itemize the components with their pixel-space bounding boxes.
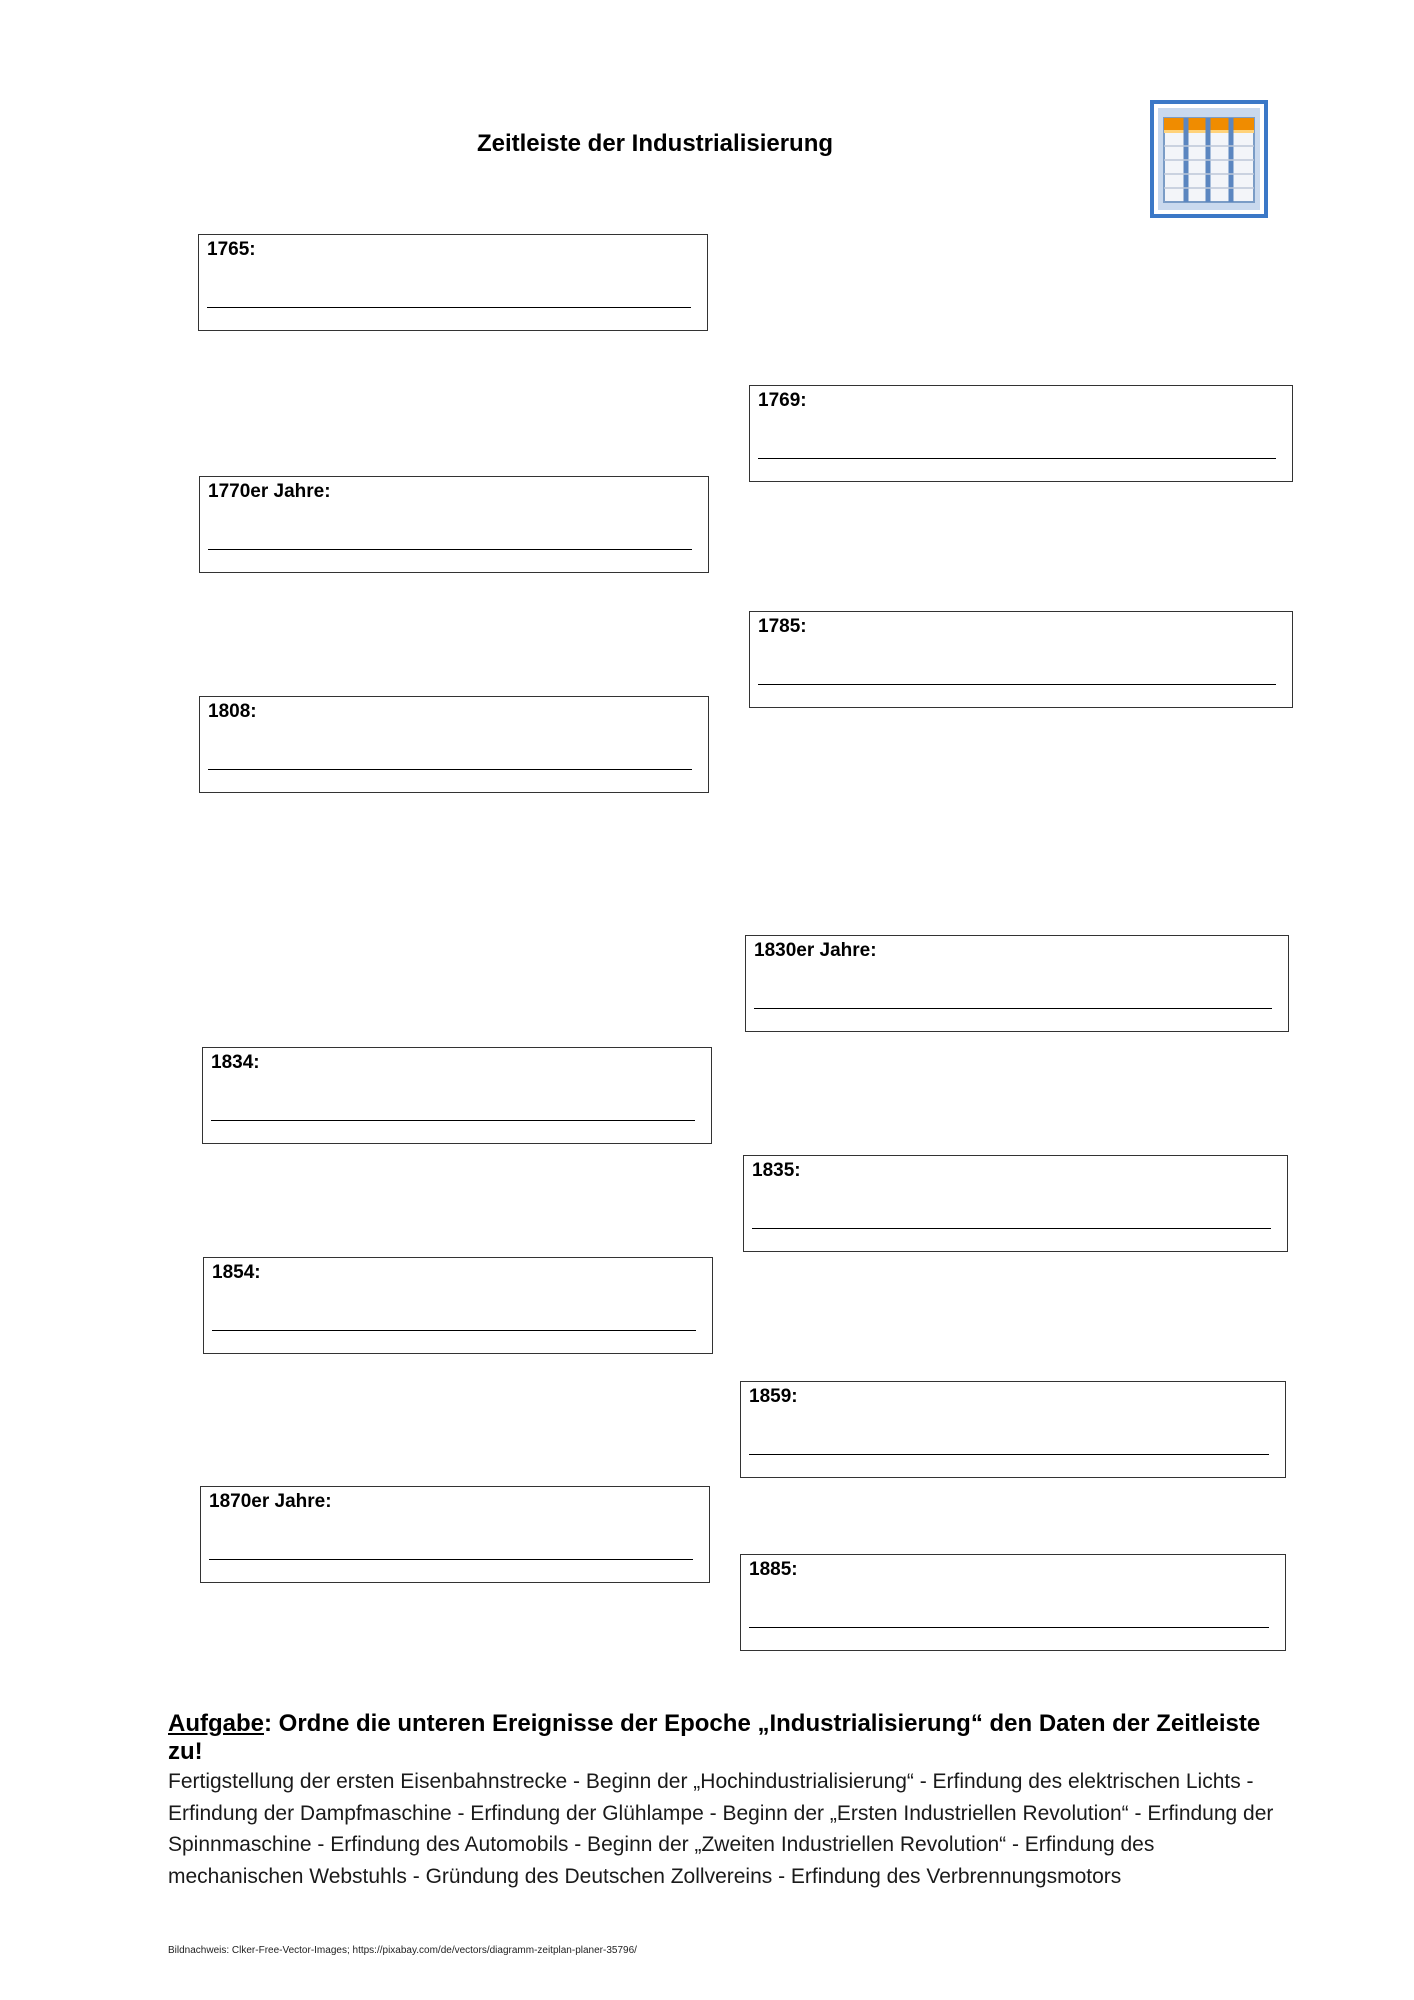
timeline-date: 1770er Jahre:: [208, 481, 331, 502]
table-icon: [1150, 100, 1268, 218]
task-label: Aufgabe: [168, 1710, 264, 1737]
answer-line[interactable]: [212, 1330, 696, 1331]
event-list: Fertigstellung der ersten Eisenbahnstrecke - Beginn der „Hochindustrialisierung“ - Erfindung des elektrischen Lichts - Erfindung der Dampfmaschine - Erfindung der Glühlampe - Beginn der „Ersten Industriellen Revolution“ - Erfindung der Spinnmaschine - Erfindung des Automobils - Beginn der „Zweiten Industriellen Revolution“ - Erfindung des mechanischen Webstuhls - Gründung des Deutschen Zollvereins - Erfindung des Verbrennungsmotors: [168, 1770, 1274, 1888]
timeline-box-1834: [202, 1047, 712, 1144]
timeline-date: 1765:: [207, 239, 256, 260]
timeline-box-1785: [749, 611, 1293, 708]
page-title: Zeitleiste der Industrialisierung: [476, 130, 834, 157]
timeline-date: 1830er Jahre:: [754, 940, 877, 961]
answer-line[interactable]: [208, 549, 692, 550]
image-credit: Bildnachweis: Clker-Free-Vector-Images; https://pixabay.com/de/vectors/diagramm-zeitplan-planer-35796/: [168, 1945, 637, 1956]
timeline-date: 1785:: [758, 616, 807, 637]
timeline-date: 1859:: [749, 1386, 798, 1407]
timeline-box-1885: [740, 1554, 1286, 1651]
timeline-box-1830er-jahre: [745, 935, 1289, 1032]
task-heading: [168, 1710, 1288, 1766]
timeline-box-1769: [749, 385, 1293, 482]
timeline-box-1854: [203, 1257, 713, 1354]
timeline-box-1765: [198, 234, 708, 331]
answer-line[interactable]: [752, 1228, 1271, 1229]
timeline-date: 1885:: [749, 1559, 798, 1580]
timeline-date: 1854:: [212, 1262, 261, 1283]
timeline-box-1835: [743, 1155, 1288, 1252]
answer-line[interactable]: [758, 458, 1276, 459]
timeline-date: 1835:: [752, 1160, 801, 1181]
answer-line[interactable]: [209, 1559, 693, 1560]
timeline-box-1859: [740, 1381, 1286, 1478]
timeline-box-1870er-jahre: [200, 1486, 710, 1583]
timeline-date: 1769:: [758, 390, 807, 411]
answer-line[interactable]: [749, 1454, 1269, 1455]
task-instruction: : Ordne die unteren Ereignisse der Epoche „Industrialisierung“ den Daten der Zeitleiste zu!: [168, 1710, 1261, 1765]
answer-line[interactable]: [211, 1120, 695, 1121]
answer-line[interactable]: [758, 684, 1276, 685]
answer-line[interactable]: [749, 1627, 1269, 1628]
timeline-box-1770er-jahre: [199, 476, 709, 573]
timeline-date: 1808:: [208, 701, 257, 722]
timeline-date: 1870er Jahre:: [209, 1491, 332, 1512]
answer-line[interactable]: [754, 1008, 1272, 1009]
timeline-date: 1834:: [211, 1052, 260, 1073]
answer-line[interactable]: [208, 769, 692, 770]
answer-line[interactable]: [207, 307, 691, 308]
timeline-box-1808: [199, 696, 709, 793]
